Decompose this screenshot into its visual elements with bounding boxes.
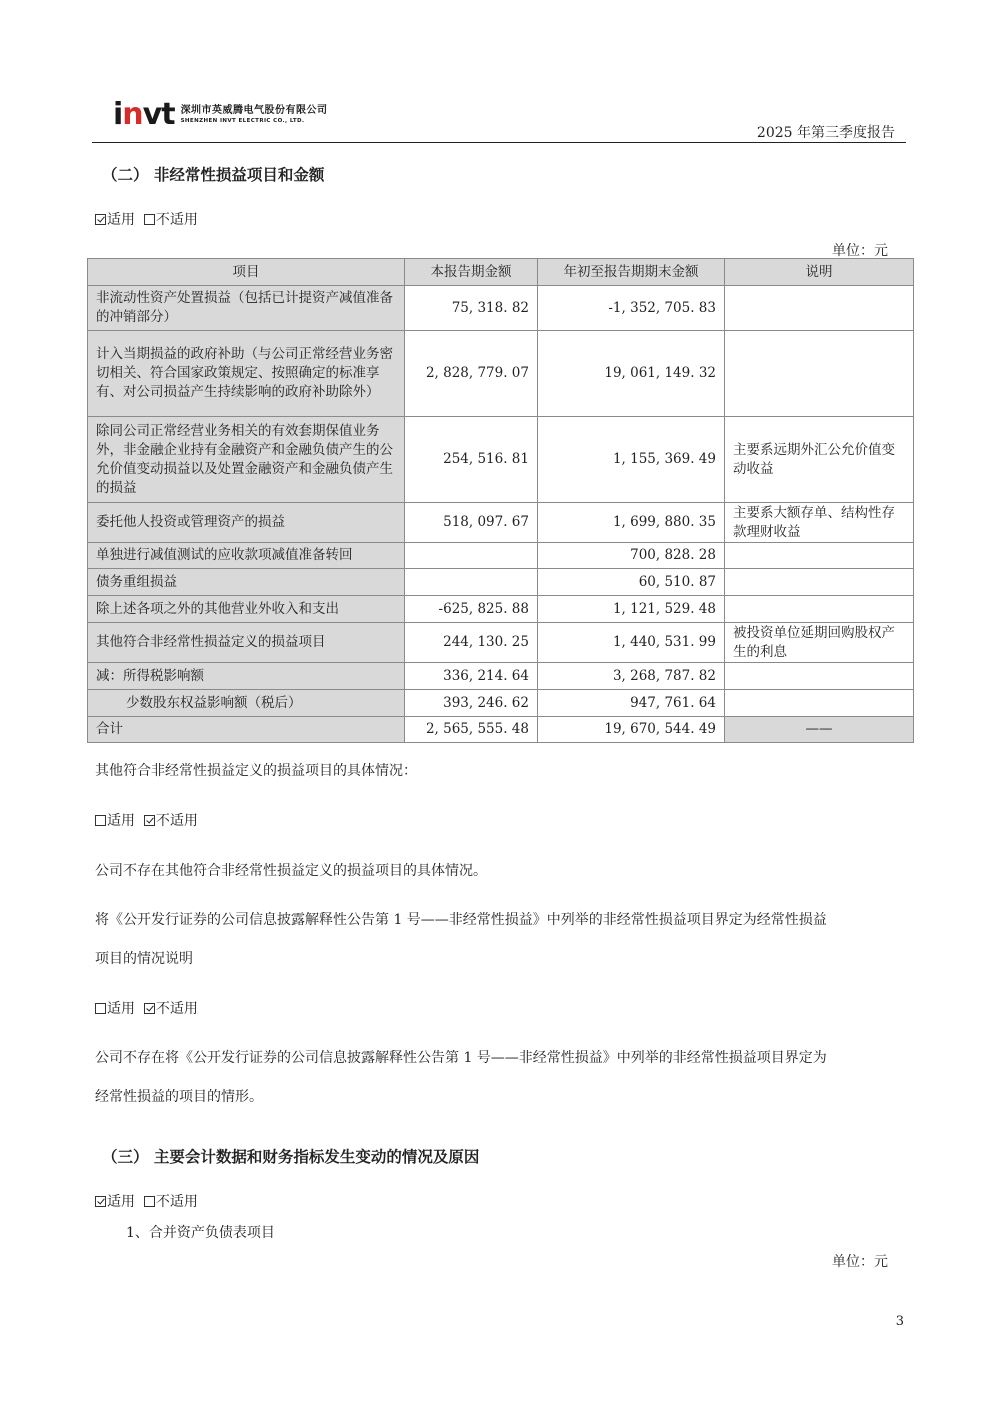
row-item: 单独进行减值测试的应收款项减值准备转回	[88, 543, 405, 569]
header-ytd: 年初至报告期期末金额	[538, 259, 725, 286]
balance-sheet-subitem: 1、合并资产负债表项目	[126, 1225, 275, 1241]
row-current: -625, 825. 88	[405, 596, 538, 623]
row-item: 债务重组损益	[88, 569, 405, 596]
row-note	[725, 569, 914, 596]
table-row	[88, 596, 914, 623]
row-ytd: 1, 440, 531. 99	[538, 623, 725, 663]
row-note	[725, 596, 914, 623]
row-item: 除同公司正常经营业务相关的有效套期保值业务外，非金融企业持有金融资产和金融负债产生的公允价值变动损益以及处置金融资产和金融负债产生的损益	[88, 417, 405, 503]
total-current: 2, 565, 555. 48	[405, 717, 538, 743]
row-ytd: 19, 061, 149. 32	[538, 331, 725, 417]
reclass-result-line1: 公司不存在将《公开发行证券的公司信息披露解释性公告第 1 号——非经常性损益》中列举的非经常性损益项目界定为	[95, 1050, 827, 1066]
section-2-heading: （二） 非经常性损益项目和金额	[102, 166, 325, 184]
row-item: 减：所得税影响额	[88, 663, 405, 690]
unit-label: 单位：元	[832, 243, 888, 259]
row-item: 少数股东权益影响额（税后）	[88, 690, 405, 717]
invt-logo-mark: invt	[113, 97, 175, 132]
row-note: 主要系大额存单、结构性存款理财收益	[725, 503, 914, 543]
unit-label-section3: 单位：元	[832, 1254, 888, 1270]
header-note: 说明	[725, 259, 914, 286]
row-current: 75, 318. 82	[405, 286, 538, 331]
table-row	[88, 569, 914, 596]
table-row	[88, 417, 914, 503]
table-row	[88, 690, 914, 717]
company-name-cn: 深圳市英威腾电气股份有限公司	[180, 105, 328, 116]
row-current: 393, 246. 62	[405, 690, 538, 717]
row-current: 244, 130. 25	[405, 623, 538, 663]
applicable-checkbox[interactable]	[95, 1003, 106, 1014]
reclass-description-line1: 将《公开发行证券的公司信息披露解释性公告第 1 号——非经常性损益》中列举的非经常性损益项目界定为经常性损益	[95, 912, 827, 928]
row-ytd: 700, 828. 28	[538, 543, 725, 569]
row-current: 2, 828, 779. 07	[405, 331, 538, 417]
not-applicable-checkbox-checked[interactable]	[144, 815, 155, 826]
reclass-applicability: 适用 不适用	[95, 1000, 198, 1018]
table-row	[88, 623, 914, 663]
applicable-checkbox[interactable]	[95, 815, 106, 826]
row-item: 其他符合非经常性损益定义的损益项目	[88, 623, 405, 663]
row-current	[405, 569, 538, 596]
row-note	[725, 331, 914, 417]
not-applicable-checkbox[interactable]	[144, 214, 155, 225]
not-applicable-checkbox-checked[interactable]	[144, 1003, 155, 1014]
row-current: 336, 214. 64	[405, 663, 538, 690]
table-row	[88, 663, 914, 690]
other-items-statement: 公司不存在其他符合非经常性损益定义的损益项目的具体情况。	[95, 863, 487, 879]
table-total-row	[88, 717, 914, 743]
row-current: 254, 516. 81	[405, 417, 538, 503]
row-note	[725, 543, 914, 569]
table-header-row	[88, 259, 914, 286]
table-row	[88, 331, 914, 417]
row-ytd: 947, 761. 64	[538, 690, 725, 717]
row-ytd: 3, 268, 787. 82	[538, 663, 725, 690]
row-item: 计入当期损益的政府补助（与公司正常经营业务密切相关、符合国家政策规定、按照确定的标准享有、对公司损益产生持续影响的政府补助除外）	[88, 331, 405, 417]
not-applicable-checkbox[interactable]	[144, 1196, 155, 1207]
report-title: 2025 年第三季度报告	[756, 125, 895, 141]
applicable-checkbox-checked[interactable]	[95, 214, 106, 225]
row-note: 主要系远期外汇公允价值变动收益	[725, 417, 914, 503]
header-divider	[92, 142, 906, 143]
non-recurring-gains-table	[87, 258, 914, 743]
section-3-applicability: 适用 不适用	[95, 1193, 198, 1211]
row-ytd: -1, 352, 705. 83	[538, 286, 725, 331]
table-row	[88, 503, 914, 543]
row-ytd: 60, 510. 87	[538, 569, 725, 596]
reclass-result-line2: 经常性损益的项目的情形。	[95, 1089, 263, 1105]
header-item: 项目	[88, 259, 405, 286]
row-note	[725, 286, 914, 331]
row-note	[725, 663, 914, 690]
row-note: 被投资单位延期回购股权产生的利息	[725, 623, 914, 663]
header-current: 本报告期金额	[405, 259, 538, 286]
row-ytd: 1, 155, 369. 49	[538, 417, 725, 503]
section-2-applicability: 适用 不适用	[95, 211, 198, 229]
total-ytd: 19, 670, 544. 49	[538, 717, 725, 743]
page-number: 3	[895, 1314, 904, 1329]
row-ytd: 1, 699, 880. 35	[538, 503, 725, 543]
row-current	[405, 543, 538, 569]
total-note: ——	[725, 717, 914, 743]
table-row	[88, 286, 914, 331]
row-ytd: 1, 121, 529. 48	[538, 596, 725, 623]
row-item: 非流动性资产处置损益（包括已计提资产减值准备的冲销部分）	[88, 286, 405, 331]
row-item: 委托他人投资或管理资产的损益	[88, 503, 405, 543]
company-logo	[113, 97, 328, 132]
section-3-heading: （三） 主要会计数据和财务指标发生变动的情况及原因	[102, 1148, 480, 1166]
row-item: 除上述各项之外的其他营业外收入和支出	[88, 596, 405, 623]
table-row	[88, 543, 914, 569]
reclass-description-line2: 项目的情况说明	[95, 951, 193, 967]
row-current: 518, 097. 67	[405, 503, 538, 543]
other-items-applicability: 适用 不适用	[95, 812, 198, 830]
applicable-checkbox-checked[interactable]	[95, 1196, 106, 1207]
row-note	[725, 690, 914, 717]
other-items-title: 其他符合非经常性损益定义的损益项目的具体情况：	[95, 763, 417, 779]
total-label: 合计	[88, 717, 405, 743]
company-name-en: SHENZHEN INVT ELECTRIC CO., LTD.	[180, 118, 305, 124]
